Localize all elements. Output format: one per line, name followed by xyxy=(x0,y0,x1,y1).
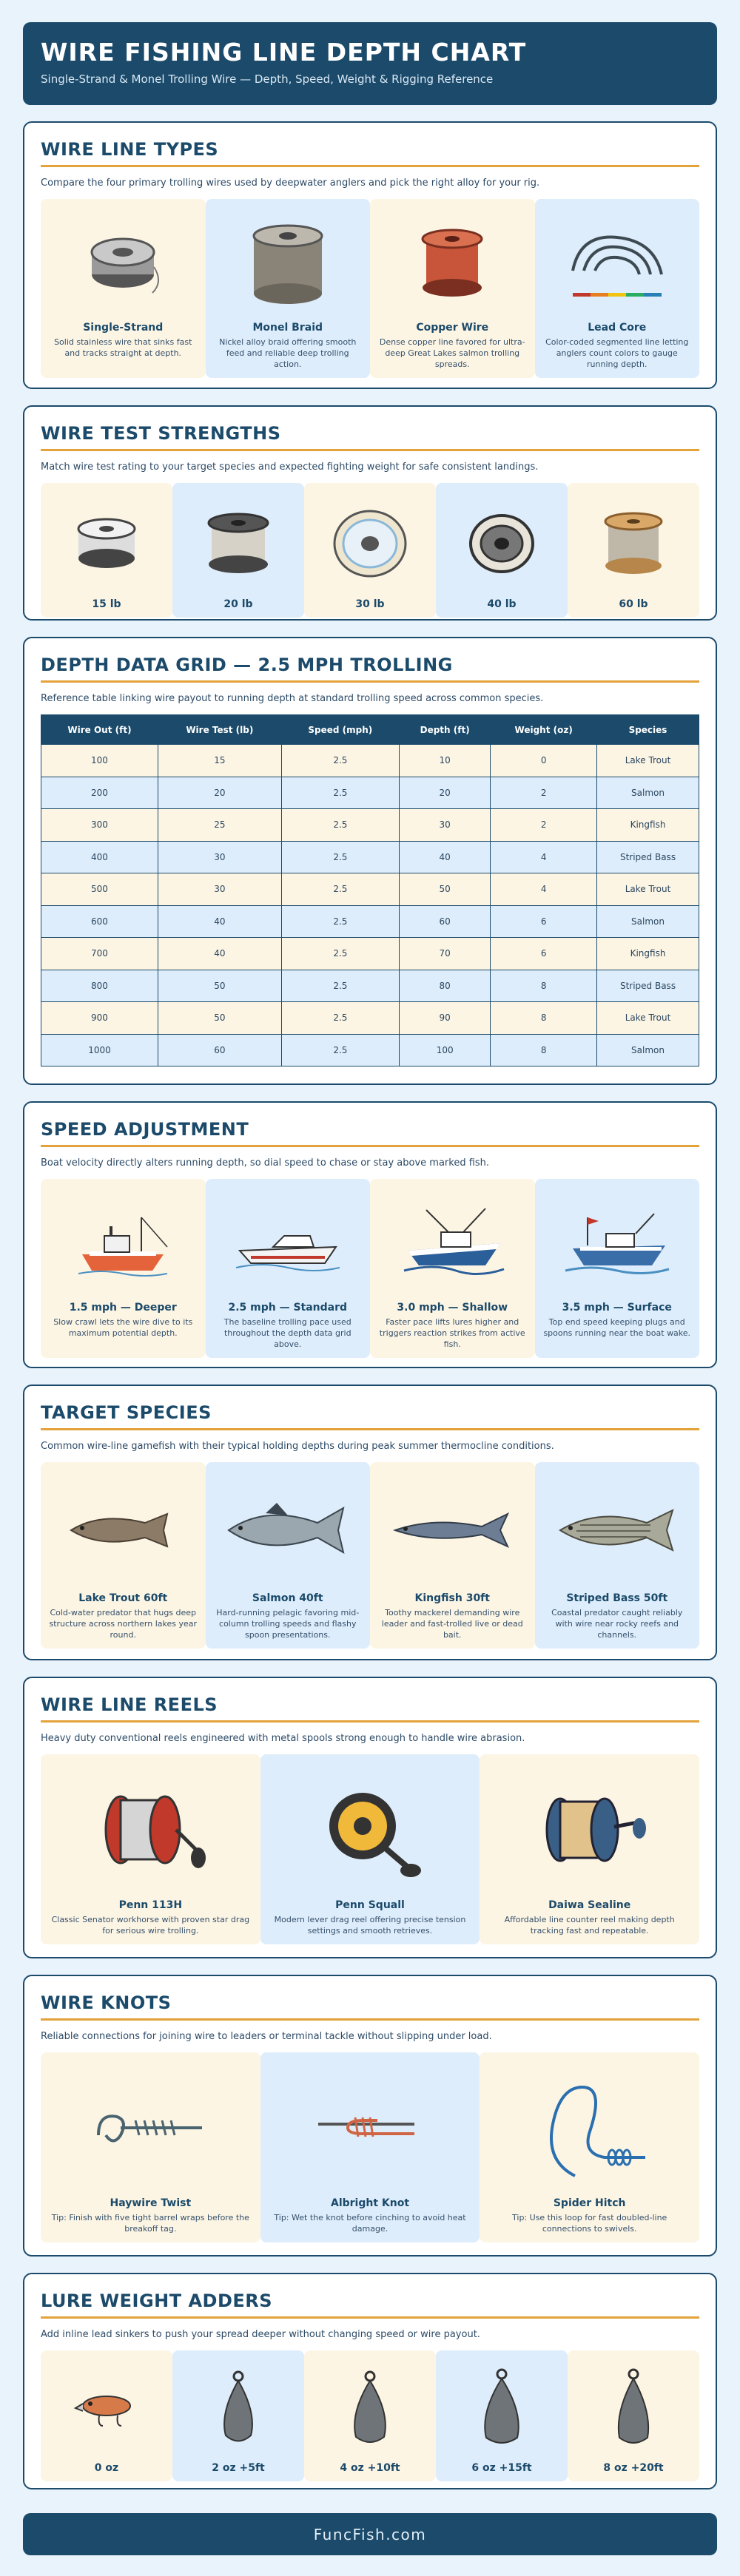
card-title: Monel Braid xyxy=(252,322,323,334)
table-cell: Salmon xyxy=(597,777,699,809)
reel-card xyxy=(480,1754,699,1944)
trawler-boat-icon xyxy=(71,1203,175,1284)
table-cell: 2.5 xyxy=(281,745,399,777)
species-section xyxy=(23,1385,717,1660)
table-cell: 6 xyxy=(491,905,597,938)
card-row xyxy=(41,2052,699,2242)
section-description: Common wire-line gamefish with their typical holding depths during peak summer thermocline conditions. xyxy=(41,1441,554,1452)
table-body xyxy=(41,745,699,1066)
species-card xyxy=(535,1462,700,1649)
card-title: 20 lb xyxy=(223,598,253,610)
table-row xyxy=(41,745,699,777)
weights-section xyxy=(23,2273,717,2489)
section-description: Reliable connections for joining wire to leaders or terminal tackle without slipping under load. xyxy=(41,2031,492,2042)
table-cell: Lake Trout xyxy=(597,1002,699,1035)
haywire-twist-icon xyxy=(84,2091,217,2165)
card-text: Tip: Use this loop for fast doubled-line connections to swivels. xyxy=(512,2213,667,2234)
card-text: Cold-water predator that hugs deep structure across northern lakes year round. xyxy=(49,1608,198,1640)
section-title: DEPTH DATA GRID — 2.5 MPH TROLLING xyxy=(41,655,699,683)
table-cell: 30 xyxy=(158,873,281,906)
speed-section xyxy=(23,1101,717,1368)
card-text: Dense copper line favored for ultra-deep Great Lakes salmon trolling spreads. xyxy=(379,337,525,369)
table-cell: 2.5 xyxy=(281,873,399,906)
depth-table xyxy=(41,714,699,1066)
page-header xyxy=(23,22,717,105)
card-title: Striped Bass 50ft xyxy=(566,1592,668,1604)
card-title: 15 lb xyxy=(92,598,121,610)
card-title: 0 oz xyxy=(94,2462,119,2474)
table-cell: 30 xyxy=(399,809,490,842)
card-text: Modern lever drag reel offering precise tension settings and smooth retrieves. xyxy=(274,1915,466,1936)
weight-card xyxy=(172,2350,304,2481)
card-title: Single-Strand xyxy=(83,322,164,334)
card-row xyxy=(41,483,699,618)
species-card xyxy=(206,1462,371,1649)
card-row xyxy=(41,1754,699,1944)
sinker-2oz-icon xyxy=(212,2369,264,2450)
table-cell: 2.5 xyxy=(281,970,399,1002)
table-cell: 20 xyxy=(399,777,490,809)
card-title: 8 oz +20ft xyxy=(603,2462,664,2474)
table-cell: 40 xyxy=(399,841,490,873)
card-title: 30 lb xyxy=(355,598,385,610)
weight-card xyxy=(436,2350,568,2481)
section-title: WIRE KNOTS xyxy=(41,1992,699,2021)
species-card xyxy=(41,1462,206,1649)
wire-type-card xyxy=(41,199,206,378)
salmon-icon xyxy=(221,1497,354,1563)
table-row xyxy=(41,970,699,1002)
section-description: Add inline lead sinkers to push your spread deeper without changing speed or wire payout. xyxy=(41,2329,480,2340)
page-subtitle: Single-Strand & Monel Trolling Wire — Depth, Speed, Weight & Rigging Reference xyxy=(41,72,494,86)
card-text: Toothy mackerel demanding wire leader and fast-trolled live or dead bait. xyxy=(381,1608,523,1640)
card-title: Haywire Twist xyxy=(110,2197,192,2209)
section-description: Reference table linking wire payout to running depth at standard trolling speed across common species. xyxy=(41,693,544,704)
reel-card xyxy=(260,1754,480,1944)
spool-30lb-icon xyxy=(329,503,411,584)
table-cell: Kingfish xyxy=(597,809,699,842)
section-title: WIRE TEST STRENGTHS xyxy=(41,423,699,451)
table-cell: 60 xyxy=(158,1034,281,1066)
spool-60lb-icon xyxy=(596,507,670,581)
table-cell: 50 xyxy=(399,873,490,906)
card-title: 3.0 mph — Shallow xyxy=(397,1302,508,1314)
section-description: Heavy duty conventional reels engineered with metal spools strong enough to handle wire abrasion. xyxy=(41,1733,525,1744)
card-title: Albright Knot xyxy=(330,2197,410,2209)
knots-section xyxy=(23,1975,717,2256)
section-title: WIRE LINE TYPES xyxy=(41,139,699,167)
card-title: Penn Squall xyxy=(335,1899,405,1911)
kingfish-icon xyxy=(389,1501,515,1560)
speed-card xyxy=(41,1179,206,1358)
table-cell: 2.5 xyxy=(281,809,399,842)
sinker-8oz-icon xyxy=(608,2367,659,2452)
table-cell: 70 xyxy=(399,938,490,970)
table-cell: 25 xyxy=(158,809,281,842)
speed-card xyxy=(206,1179,371,1358)
section-title: TARGET SPECIES xyxy=(41,1402,699,1430)
knot-card xyxy=(480,2052,699,2242)
card-title: 3.5 mph — Surface xyxy=(562,1302,672,1314)
albright-knot-icon xyxy=(303,2091,437,2165)
table-cell: 2.5 xyxy=(281,905,399,938)
table-cell: 100 xyxy=(399,1034,490,1066)
card-text: Coastal predator caught reliably with wire near rocky reefs and channels. xyxy=(551,1608,683,1640)
spool-40lb-icon xyxy=(465,507,539,581)
table-cell: 2.5 xyxy=(281,1034,399,1066)
section-description: Compare the four primary trolling wires used by deepwater anglers and pick the right alloy for your rig. xyxy=(41,178,540,189)
card-title: Penn 113H xyxy=(118,1899,183,1911)
wire-type-card xyxy=(535,199,700,378)
table-cell: 2.5 xyxy=(281,1002,399,1035)
section-title: SPEED ADJUSTMENT xyxy=(41,1119,699,1147)
page-title: WIRE FISHING LINE DEPTH CHART xyxy=(41,38,527,67)
table-cell: Kingfish xyxy=(597,938,699,970)
card-title: 2.5 mph — Standard xyxy=(228,1302,348,1314)
spool-20lb-icon xyxy=(201,507,275,581)
table-row xyxy=(41,1002,699,1035)
penn-squall-reel-icon xyxy=(311,1778,429,1882)
column-header: Speed (mph) xyxy=(281,715,399,745)
test-strength-card xyxy=(436,483,568,618)
test-strength-card xyxy=(41,483,172,618)
table-cell: 600 xyxy=(41,905,158,938)
depth-grid-section xyxy=(23,637,717,1085)
page-footer xyxy=(23,2513,717,2555)
test-strength-card xyxy=(304,483,436,618)
table-cell: 6 xyxy=(491,938,597,970)
table-cell: 80 xyxy=(399,970,490,1002)
table-cell: 2.5 xyxy=(281,938,399,970)
card-text: Hard-running pelagic favoring mid-column trolling speeds and flashy spoon presentations. xyxy=(216,1608,360,1640)
spider-hitch-icon xyxy=(523,2072,656,2183)
table-cell: 800 xyxy=(41,970,158,1002)
table-cell: Salmon xyxy=(597,905,699,938)
lake-trout-icon xyxy=(64,1501,182,1560)
knot-card xyxy=(260,2052,480,2242)
speed-card xyxy=(535,1179,700,1358)
table-cell: 15 xyxy=(158,745,281,777)
table-cell: 8 xyxy=(491,1034,597,1066)
weight-card xyxy=(568,2350,699,2481)
speed-card xyxy=(370,1179,535,1358)
table-cell: 1000 xyxy=(41,1034,158,1066)
penn-113h-reel-icon xyxy=(87,1778,213,1882)
card-title: Daiwa Sealine xyxy=(548,1899,631,1911)
card-title: Lead Core xyxy=(588,322,647,334)
table-cell: 0 xyxy=(491,745,597,777)
reels-section xyxy=(23,1677,717,1958)
table-cell: 10 xyxy=(399,745,490,777)
card-text: Affordable line counter reel making depth tracking fast and repeatable. xyxy=(504,1915,675,1936)
column-header: Weight (oz) xyxy=(491,715,597,745)
test-strengths-section xyxy=(23,405,717,621)
table-cell: 400 xyxy=(41,841,158,873)
column-header: Depth (ft) xyxy=(399,715,490,745)
species-card xyxy=(370,1462,535,1649)
table-cell: Lake Trout xyxy=(597,873,699,906)
table-cell: 4 xyxy=(491,873,597,906)
table-row xyxy=(41,905,699,938)
table-row xyxy=(41,841,699,873)
card-title: Salmon 40ft xyxy=(252,1592,323,1604)
weight-card xyxy=(304,2350,436,2481)
card-title: Lake Trout 60ft xyxy=(78,1592,168,1604)
table-cell: Salmon xyxy=(597,1034,699,1066)
card-text: Solid stainless wire that sinks fast and tracks straight at depth. xyxy=(54,337,192,358)
card-text: Slow crawl lets the wire dive to its maximum potential depth. xyxy=(53,1317,193,1338)
card-title: 6 oz +15ft xyxy=(471,2462,532,2474)
sportfish-boat-icon xyxy=(397,1203,508,1284)
cruiser-boat-icon xyxy=(232,1210,343,1277)
table-cell: 100 xyxy=(41,745,158,777)
card-title: 2 oz +5ft xyxy=(212,2462,265,2474)
table-cell: 50 xyxy=(158,1002,281,1035)
table-cell: 90 xyxy=(399,1002,490,1035)
table-cell: 2 xyxy=(491,777,597,809)
card-row xyxy=(41,1462,699,1649)
weight-card xyxy=(41,2350,172,2481)
table-cell: 200 xyxy=(41,777,158,809)
test-strength-card xyxy=(172,483,304,618)
card-text: Tip: Wet the knot before cinching to avoid heat damage. xyxy=(274,2213,466,2234)
column-header: Species xyxy=(597,715,699,745)
single-strand-spool-icon xyxy=(78,223,167,304)
section-description: Match wire test rating to your target species and expected fighting weight for safe consistent landings. xyxy=(41,462,539,473)
card-text: Classic Senator workhorse with proven star drag for serious wire trolling. xyxy=(51,1915,250,1936)
table-row xyxy=(41,873,699,906)
table-header-row xyxy=(41,715,699,745)
table-cell: 2.5 xyxy=(281,777,399,809)
column-header: Wire Out (ft) xyxy=(41,715,158,745)
card-row xyxy=(41,2350,699,2481)
column-header: Wire Test (lb) xyxy=(158,715,281,745)
table-cell: 4 xyxy=(491,841,597,873)
table-cell: Striped Bass xyxy=(597,970,699,1002)
reel-card xyxy=(41,1754,260,1944)
section-description: Boat velocity directly alters running depth, so dial speed to chase or stay above marked fish. xyxy=(41,1157,490,1169)
knot-card xyxy=(41,2052,260,2242)
card-text: Color-coded segmented line letting anglers count colors to gauge running depth. xyxy=(545,337,689,369)
table-cell: Striped Bass xyxy=(597,841,699,873)
table-cell: 500 xyxy=(41,873,158,906)
card-title: 4 oz +10ft xyxy=(340,2462,400,2474)
table-cell: 300 xyxy=(41,809,158,842)
daiwa-sealine-reel-icon xyxy=(527,1778,653,1882)
table-cell: 20 xyxy=(158,777,281,809)
wire-type-card xyxy=(206,199,371,378)
table-cell: Lake Trout xyxy=(597,745,699,777)
wire-types-section xyxy=(23,121,717,389)
wire-type-card xyxy=(370,199,535,378)
section-title: WIRE LINE REELS xyxy=(41,1694,699,1723)
speed-boat-icon xyxy=(562,1203,673,1284)
spool-15lb-icon xyxy=(70,510,144,577)
card-row xyxy=(41,1179,699,1358)
table-cell: 60 xyxy=(399,905,490,938)
footer-link[interactable]: FuncFish.com xyxy=(313,2525,427,2543)
crankbait-lure-icon xyxy=(70,2380,144,2439)
sinker-6oz-icon xyxy=(476,2367,528,2452)
table-row xyxy=(41,938,699,970)
table-cell: 2 xyxy=(491,809,597,842)
monel-braid-spool-icon xyxy=(243,215,332,311)
card-text: Nickel alloy braid offering smooth feed and reliable deep trolling action. xyxy=(219,337,357,369)
card-row xyxy=(41,199,699,378)
table-cell: 8 xyxy=(491,1002,597,1035)
table-cell: 900 xyxy=(41,1002,158,1035)
card-text: The baseline trolling pace used throughout the depth data grid above. xyxy=(223,1317,352,1349)
card-title: Kingfish 30ft xyxy=(414,1592,490,1604)
card-title: Spider Hitch xyxy=(553,2197,626,2209)
table-cell: 50 xyxy=(158,970,281,1002)
card-title: 60 lb xyxy=(619,598,648,610)
table-row xyxy=(41,1034,699,1066)
card-text: Tip: Finish with five tight barrel wraps before the breakoff tag. xyxy=(51,2213,249,2234)
card-title: 40 lb xyxy=(487,598,517,610)
card-text: Faster pace lifts lures higher and triggers reaction strikes from active fish. xyxy=(379,1317,525,1349)
table-row xyxy=(41,809,699,842)
table-cell: 700 xyxy=(41,938,158,970)
card-title: Copper Wire xyxy=(416,322,489,334)
table-cell: 2.5 xyxy=(281,841,399,873)
copper-wire-spool-icon xyxy=(411,223,493,304)
sinker-4oz-icon xyxy=(344,2369,396,2450)
table-cell: 8 xyxy=(491,970,597,1002)
lead-core-line-icon xyxy=(558,219,676,308)
striped-bass-icon xyxy=(554,1497,680,1563)
section-title: LURE WEIGHT ADDERS xyxy=(41,2291,699,2319)
table-cell: 40 xyxy=(158,905,281,938)
card-text: Top end speed keeping plugs and spoons running near the boat wake. xyxy=(543,1317,691,1338)
table-cell: 40 xyxy=(158,938,281,970)
card-title: 1.5 mph — Deeper xyxy=(69,1302,177,1314)
table-row xyxy=(41,777,699,809)
test-strength-card xyxy=(568,483,699,618)
table-cell: 30 xyxy=(158,841,281,873)
